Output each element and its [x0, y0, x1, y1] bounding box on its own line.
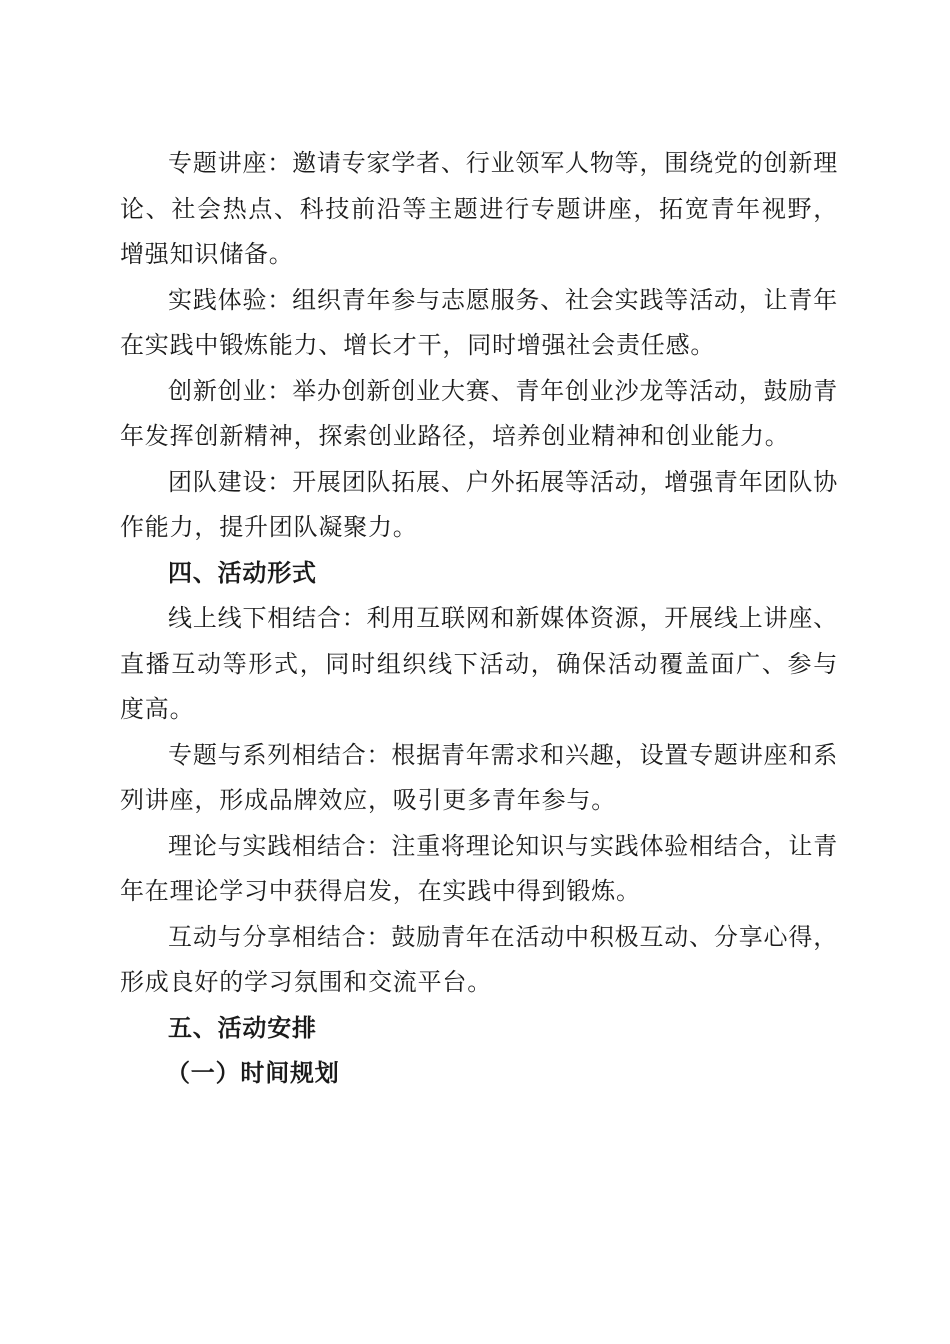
- paragraph-interaction-sharing: 互动与分享相结合：鼓励青年在活动中积极互动、分享心得，形成良好的学习氛围和交流平台。: [120, 922, 838, 996]
- paragraph-online-offline: 线上线下相结合：利用互联网和新媒体资源，开展线上讲座、直播互动等形式，同时组织线下活动，确保活动覆盖面广、参与度高。: [120, 604, 838, 723]
- document-body: [120, 141, 838, 1097]
- paragraph-innovation: 创新创业：举办创新创业大赛、青年创业沙龙等活动，鼓励青年发挥创新精神，探索创业路径，培养创业精神和创业能力。: [120, 376, 838, 450]
- paragraph-lecture: 专题讲座：邀请专家学者、行业领军人物等，围绕党的创新理论、社会热点、科技前沿等主题进行专题讲座，拓宽青年视野，增强知识储备。: [120, 149, 838, 268]
- paragraph-team-building: 团队建设：开展团队拓展、户外拓展等活动，增强青年团队协作能力，提升团队凝聚力。: [120, 467, 838, 541]
- paragraph-theory-practice: 理论与实践相结合：注重将理论知识与实践体验相结合，让青年在理论学习中获得启发，在实践中得到锻炼。: [120, 831, 838, 905]
- section-heading-activity-form: 四、活动形式: [168, 558, 317, 587]
- section-heading-activity-arrangement: 五、活动安排: [168, 1013, 317, 1042]
- paragraph-practice: 实践体验：组织青年参与志愿服务、社会实践等活动，让青年在实践中锻炼能力、增长才干，同时增强社会责任感。: [120, 285, 838, 359]
- subsection-heading-time-plan: （一）时间规划: [166, 1059, 340, 1087]
- paragraph-topic-series: 专题与系列相结合：根据青年需求和兴趣，设置专题讲座和系列讲座，形成品牌效应，吸引更多青年参与。: [120, 740, 838, 814]
